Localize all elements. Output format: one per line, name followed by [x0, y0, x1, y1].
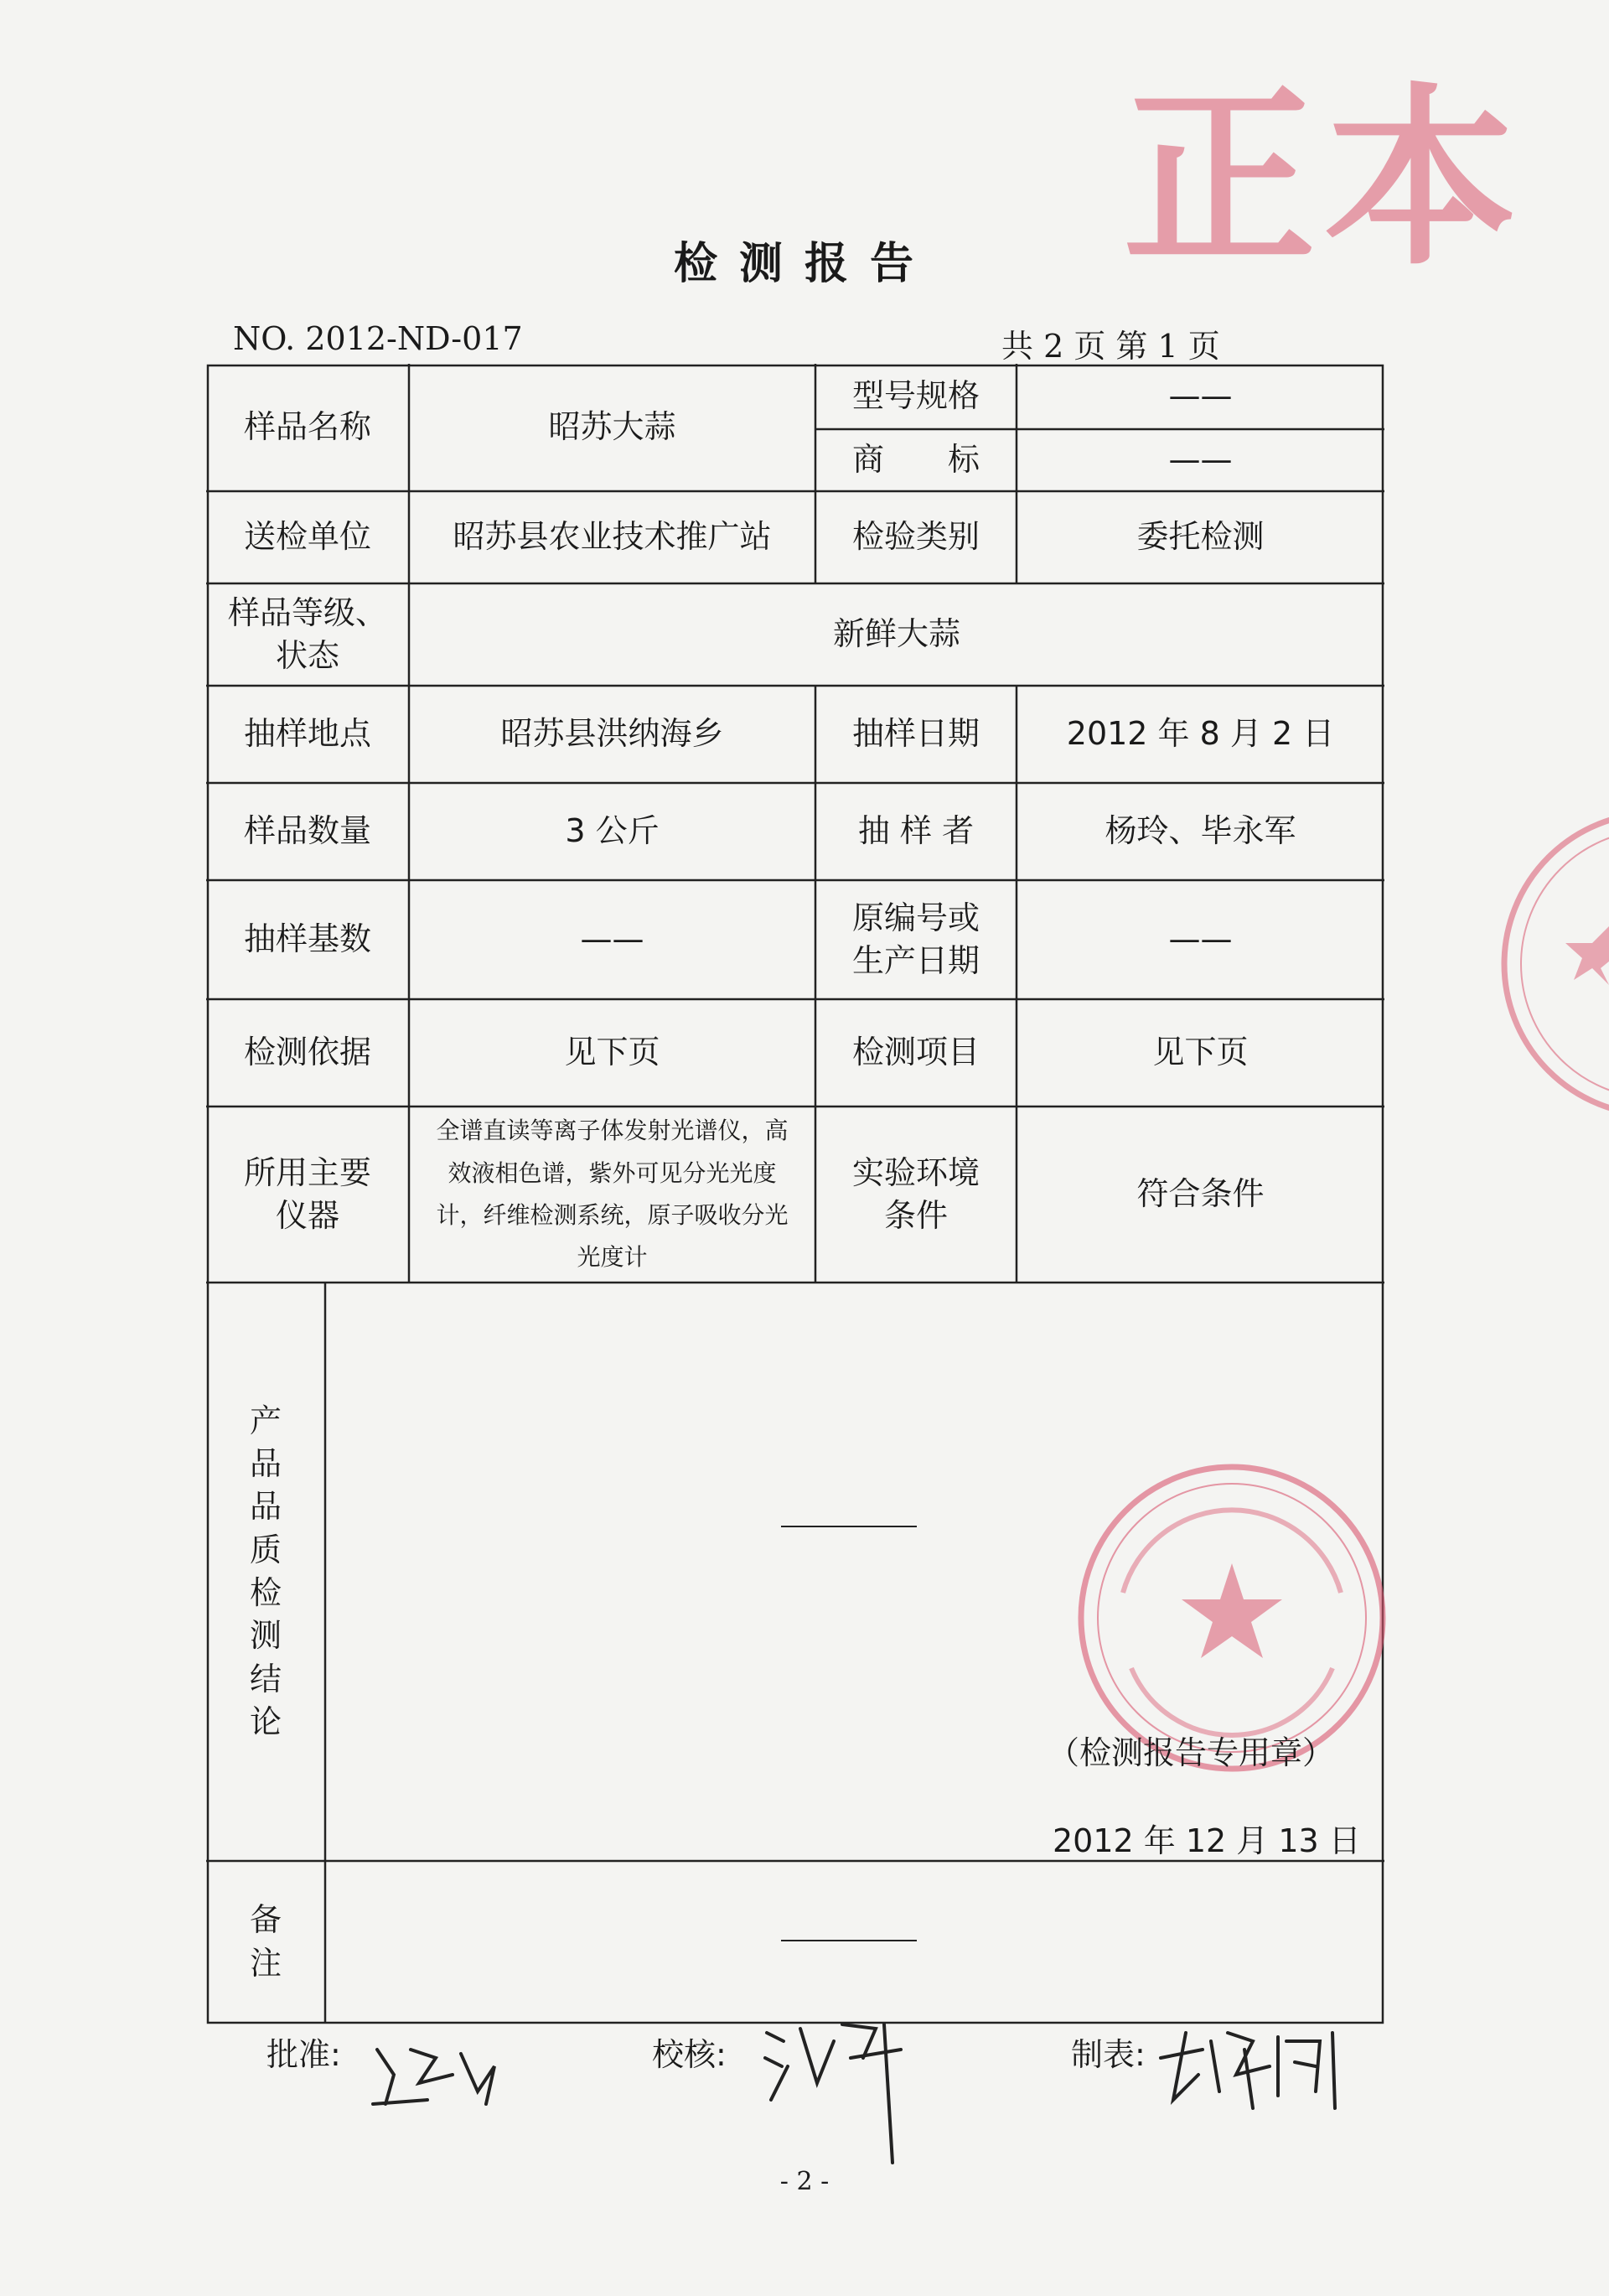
basis-value: 见下页: [564, 1034, 660, 1071]
basis-label: 检测依据: [243, 1034, 371, 1071]
page-info: 共 2 页 第 1 页: [1001, 328, 1220, 365]
sampler-label: 抽 样 者: [857, 812, 975, 850]
conclusion-blank-line: [781, 1526, 917, 1527]
conclusion-label: 产 品 品 质 检 测 结 论: [249, 1402, 282, 1740]
partial-seal-stamp: [1500, 801, 1609, 1127]
items-value: 见下页: [1152, 1034, 1249, 1071]
sampling-site-value: 昭苏县洪纳海乡: [500, 715, 724, 753]
sample-name-value: 昭苏大蒜: [548, 408, 676, 446]
page-title: 检测报告: [673, 238, 935, 289]
sampler-value: 杨玲、毕永军: [1105, 812, 1296, 850]
submitter-value: 昭苏县农业技术推广站: [453, 518, 772, 556]
sample-name-label: 样品名称: [243, 408, 371, 446]
environment-value: 符合条件: [1136, 1175, 1265, 1213]
sampling-date-label: 抽样日期: [851, 715, 980, 753]
approve-label: 批准:: [266, 2036, 341, 2073]
page-number: - 2 -: [779, 2167, 830, 2196]
model-spec-value: ——: [1168, 377, 1233, 415]
review-label: 校核:: [652, 2036, 727, 2073]
base-count-value: ——: [580, 920, 644, 958]
approve-signature: [360, 2024, 528, 2117]
grade-state-value: 新鲜大蒜: [832, 615, 960, 653]
prepare-label: 制表:: [1071, 2036, 1146, 2073]
orig-no-label: 原编号或生产日期: [851, 899, 980, 979]
submitter-label: 送检单位: [243, 518, 371, 556]
trademark-label: 商 标: [851, 441, 980, 479]
inspection-type-label: 检验类别: [851, 518, 980, 556]
model-spec-label: 型号规格: [851, 377, 980, 415]
items-label: 检测项目: [851, 1034, 980, 1071]
environment-label: 实验环境条件: [851, 1153, 980, 1234]
trademark-value: ——: [1168, 441, 1233, 479]
inspection-type-value: 委托检测: [1136, 518, 1265, 556]
issue-date: 2012 年 12 月 13 日: [1053, 1822, 1361, 1859]
base-count-label: 抽样基数: [243, 920, 371, 958]
seal-caption: （检测报告专用章）: [1048, 1734, 1335, 1771]
quantity-label: 样品数量: [243, 812, 371, 850]
instruments-value: 全谱直读等离子体发射光谱仪，高效液相色谱，紫外可见分光光度计，纤维检测系统，原子吸收分光光度计: [436, 1117, 789, 1272]
orig-no-value: ——: [1168, 920, 1233, 958]
remarks-blank-line: [781, 1940, 917, 1941]
prepare-signature: [1152, 2016, 1345, 2117]
review-signature: [758, 2008, 926, 2167]
grade-state-label: 样品等级、状态: [227, 593, 387, 674]
sampling-site-label: 抽样地点: [243, 715, 371, 753]
instruments-label: 所用主要仪器: [243, 1153, 371, 1234]
remarks-label: 备 注: [249, 1901, 282, 1982]
quantity-value: 3 公斤: [565, 812, 660, 850]
sampling-date-value: 2012 年 8 月 2 日: [1066, 715, 1335, 753]
report-number: NO. 2012-ND-017: [233, 320, 523, 357]
original-copy-stamp: 正本: [1123, 68, 1526, 292]
